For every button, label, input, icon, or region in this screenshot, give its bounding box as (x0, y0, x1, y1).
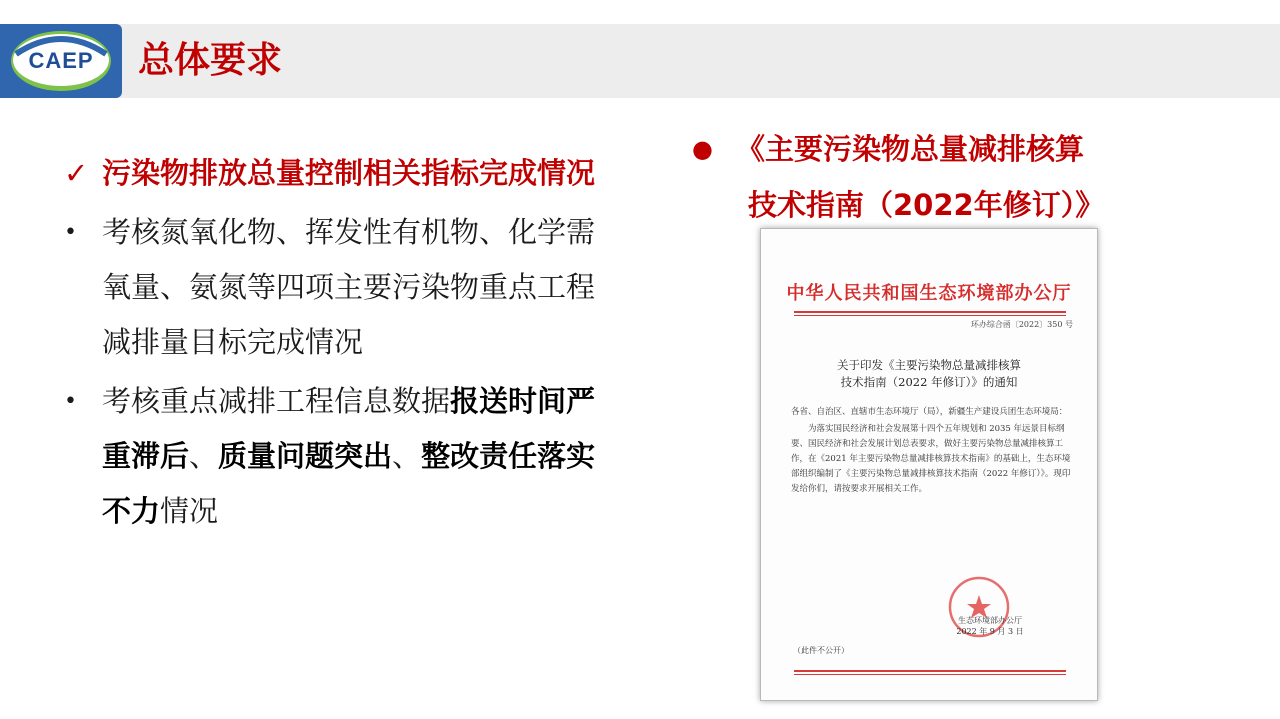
subject-line: 关于印发《主要污染物总量减排核算 (837, 358, 1021, 372)
bullet-icon: ● (692, 135, 713, 163)
document-subject (761, 357, 1097, 391)
bullet-icon: • (64, 220, 77, 245)
document-body (791, 405, 1071, 499)
document-paragraph: 为落实国民经济和社会发展第十四个五年规划和 2035 年远景目标纲要、国民经济和社会发展计划总表要求，做好主要污染物总量减排核算工作，在《2021 年主要污染物总量减排核算技术指南》的基础上，生态环境部组织编制了《主要污染物总量减排核算技术指南（2022 年修订）》。现印发给你们，请按要求开展相关工作。 (791, 424, 1071, 494)
guideline-title-line2: 技术指南（2022年修订）》 (748, 188, 1105, 222)
divider (794, 670, 1066, 672)
bold-text: 质量问题突出 (218, 439, 393, 473)
list-item-text: 污染物排放总量控制相关指标完成情况 (102, 156, 596, 190)
text-part: 考核重点减排工程信息数据 (102, 384, 451, 418)
checkmark-icon: ✓ (64, 156, 89, 190)
guideline-title-line1: 《主要污染物总量减排核算 (736, 132, 1085, 166)
list-item-pollutants (60, 205, 620, 370)
signature-date: 2022 年 9 月 3 日 (956, 627, 1024, 636)
document-issuer: 中华人民共和国生态环境部办公厅 (786, 283, 1072, 304)
document-addressee: 各省、自治区、直辖市生态环境厅（局），新疆生产建设兵团生态环境局： (791, 407, 1068, 417)
subject-line: 技术指南（2022 年修订）》的通知 (840, 375, 1018, 389)
document-footer-note: （此件不公开） (793, 646, 849, 655)
divider (794, 315, 1066, 316)
divider (794, 674, 1066, 675)
document-image (760, 228, 1098, 701)
requirements-list (60, 146, 620, 543)
divider (794, 311, 1066, 313)
list-item-indicators (60, 146, 620, 201)
text-part: 、 (189, 439, 219, 473)
list-item-data-quality (60, 374, 620, 539)
list-item-text: 考核氮氧化物、挥发性有机物、化学需氧量、氨氮等四项主要污染物重点工程减排量目标完成情况 (102, 215, 596, 359)
text-part: 情况 (160, 494, 219, 528)
bold-text: 报送时间严重滞后 (102, 384, 596, 473)
bullet-icon: • (64, 389, 77, 414)
document-number: 环办综合函〔2022〕350 号 (970, 320, 1073, 329)
page-title: 总体要求 (138, 40, 283, 81)
document-signature (945, 615, 1035, 637)
bold-text: 整改责任落实不力 (102, 439, 596, 528)
signature-org: 生态环境部办公厅 (958, 616, 1022, 625)
text-part: 、 (392, 439, 422, 473)
logo-text: CAEP (28, 48, 94, 73)
